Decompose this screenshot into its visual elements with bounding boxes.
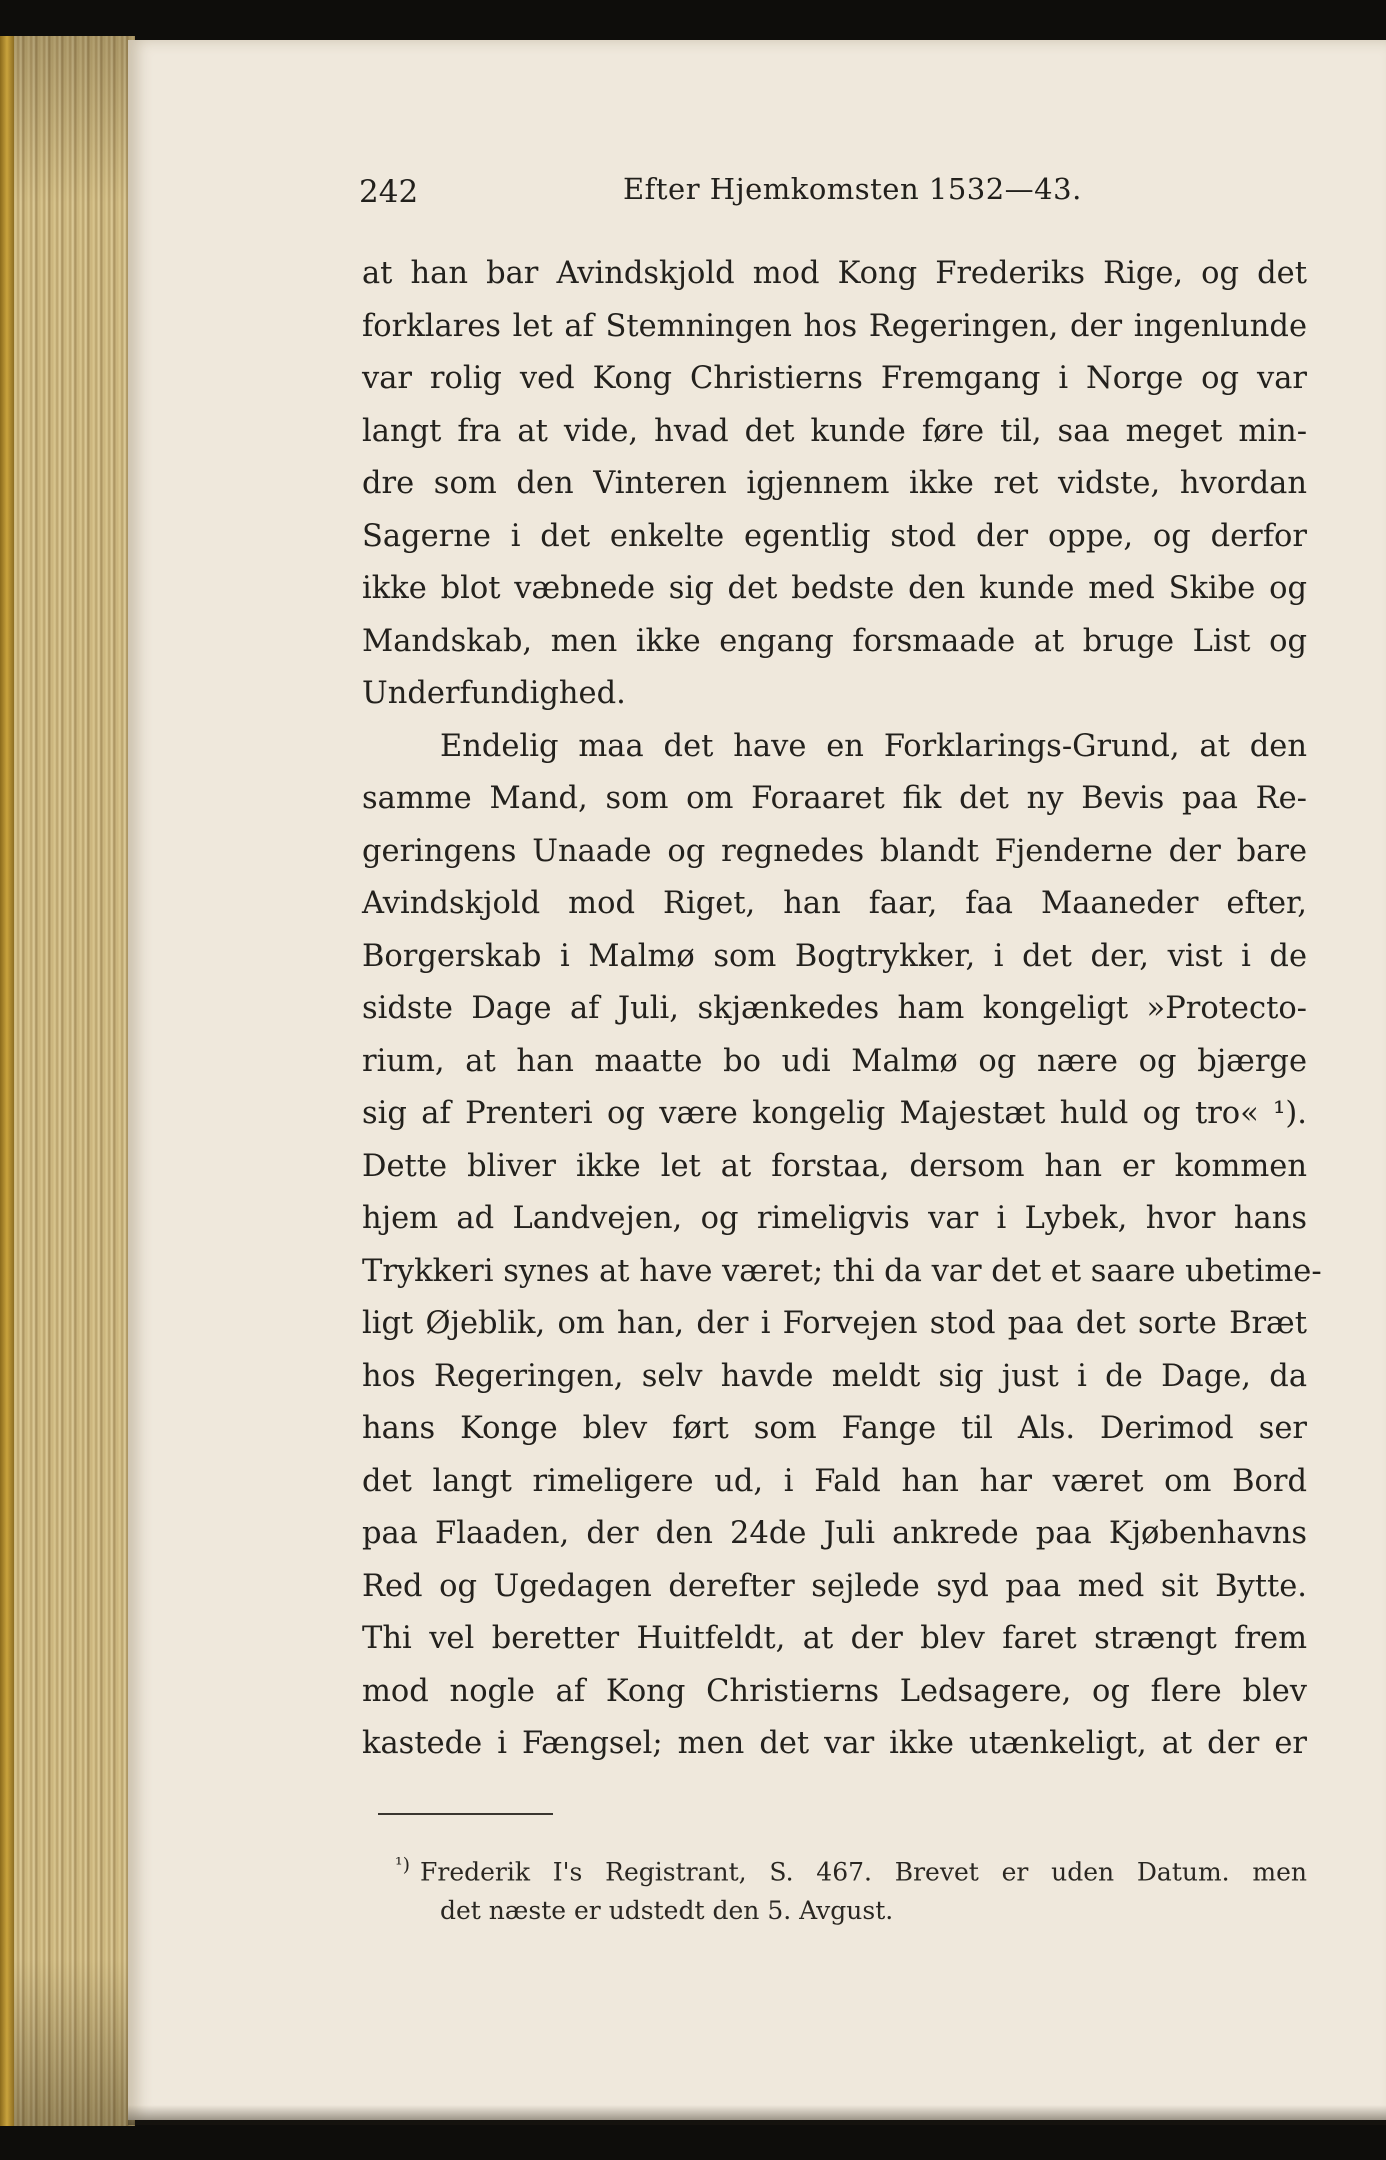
page-number: 242 bbox=[359, 174, 419, 210]
text-line: Mandskab, men ikke engang forsmaade at bruge List og bbox=[362, 623, 1307, 659]
text-line: var rolig ved Kong Christierns Fremgang i Norge og var bbox=[362, 361, 1307, 396]
footnote bbox=[395, 1846, 1307, 1930]
footnote-line bbox=[395, 1846, 1307, 1891]
text-line: Dette bliver ikke let at forstaa, dersom han er kommen bbox=[362, 1148, 1307, 1184]
text-line: forklares let af Stemningen hos Regeringen, der ingenlunde bbox=[362, 308, 1307, 344]
text-line: paa Flaaden, der den 24de Juli ankrede paa Kjøbenhavns bbox=[362, 1516, 1307, 1551]
text-line: Thi vel beretter Huitfeldt, at der blev faret strængt frem bbox=[362, 1621, 1307, 1656]
text-line: at han bar Avindskjold mod Kong Frederiks Rige, og det bbox=[362, 256, 1307, 291]
text-line: langt fra at vide, hvad det kunde føre til, saa meget min- bbox=[362, 413, 1307, 449]
text-line: rium, at han maatte bo udi Malmø og nære og bjærge bbox=[362, 1043, 1307, 1079]
text-line: ligt Øjeblik, om han, der i Forvejen stod paa det sorte Bræt bbox=[362, 1306, 1307, 1341]
body-text bbox=[362, 248, 1322, 1771]
text-line: ikke blot væbnede sig det bedste den kunde med Skibe og bbox=[362, 571, 1307, 606]
page-bottom-shadow bbox=[128, 2105, 1386, 2125]
text-line: Trykkeri synes at have været; thi da var det et saare ubetime- bbox=[362, 1253, 1322, 1289]
text-line: geringens Unaade og regnedes blandt Fjenderne der bare bbox=[362, 833, 1307, 869]
paragraph-start-line: Endelig maa det have en Forklarings-Grund, at den bbox=[440, 728, 1307, 764]
text-line: Sagerne i det enkelte egentlig stod der oppe, og derfor bbox=[362, 518, 1307, 554]
gilt-edge bbox=[0, 36, 14, 2126]
running-head bbox=[0, 170, 1386, 214]
text-line: sidste Dage af Juli, skjænkedes ham kongeligt »Protecto- bbox=[362, 991, 1307, 1026]
text-line: det langt rimeligere ud, i Fald han har været om Bord bbox=[362, 1463, 1307, 1499]
text-line: Underfundighed. bbox=[362, 676, 626, 711]
text-line: Red og Ugedagen derefter sejlede syd paa med sit Bytte. bbox=[362, 1568, 1307, 1604]
footnote-marker: ¹) bbox=[395, 1854, 411, 1876]
text-line: samme Mand, som om Foraaret fik det ny Bevis paa Re- bbox=[362, 781, 1307, 816]
text-line: hos Regeringen, selv havde meldt sig just i de Dage, da bbox=[362, 1358, 1307, 1394]
text-line: hans Konge blev ført som Fange til Als. Derimod ser bbox=[362, 1411, 1307, 1446]
text-line: Avindskjold mod Riget, han faar, faa Maaneder efter, bbox=[362, 886, 1307, 921]
text-line: kastede i Fængsel; men det var ikke utænkeligt, at der er bbox=[362, 1726, 1307, 1761]
text-line: sig af Prenteri og være kongelig Majestæt huld og tro« ¹). bbox=[362, 1096, 1307, 1131]
book-page-edges bbox=[0, 36, 135, 2126]
text-line: hjem ad Landvejen, og rimeligvis var i Lybek, hvor hans bbox=[362, 1201, 1307, 1236]
text-line: dre som den Vinteren igjennem ikke ret vidste, hvordan bbox=[362, 466, 1307, 501]
footnote-divider bbox=[378, 1813, 553, 1815]
running-title: Efter Hjemkomsten 1532—43. bbox=[623, 172, 1082, 206]
text-line: Borgerskab i Malmø som Bogtrykker, i det der, vist i de bbox=[362, 938, 1307, 974]
footnote-line: det næste er udstedt den 5. Avgust. bbox=[440, 1896, 894, 1926]
footnote-text: Frederik I's Registrant, S. 467. Brevet er uden Datum. men bbox=[420, 1857, 1307, 1887]
text-line: mod nogle af Kong Christierns Ledsagere, og flere blev bbox=[362, 1673, 1307, 1709]
